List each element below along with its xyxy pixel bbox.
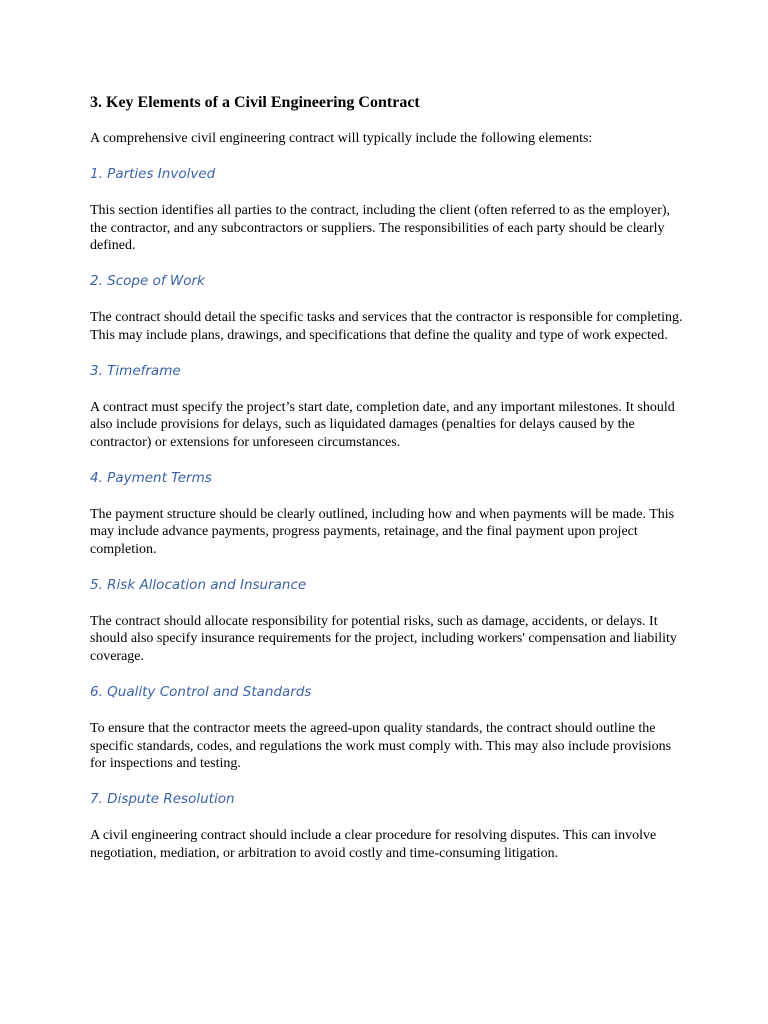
section-body-timeframe: A contract must specify the project’s start date, completion date, and any important milestones. It should also include provisions for delays, such as liquidated damages (penalties for delays caused by the contractor) or extensions for unforeseen circumstances.: [90, 399, 675, 450]
section-heading-payment: 4. Payment Terms: [90, 469, 212, 486]
section-body-payment: The payment structure should be clearly outlined, including how and when payments will be made. This may include advance payments, progress payments, retainage, and the final payment upon project completion.: [90, 506, 675, 558]
section-heading-dispute: 7. Dispute Resolution: [90, 790, 235, 807]
section-body-risk: The contract should allocate responsibility for potential risks, such as damage, accidents, or delays. It should also specify insurance requirements for the project, including workers' compensation and liability coverage.: [90, 613, 677, 665]
section-heading-scope: 2. Scope of Work: [90, 273, 205, 290]
section-heading-timeframe: 3. Timeframe: [90, 362, 181, 379]
section-body-parties: This section identifies all parties to the contract, including the client (often referred to as the employer), the contractor, and any subcontractors or suppliers. The responsibilities of each party should be clearly defined.: [90, 203, 671, 254]
section-body-scope: The contract should detail the specific tasks and services that the contractor is responsible for completing. This may include plans, drawings, and specifications that define the quality and type of work expected.: [90, 310, 683, 343]
document-title: 3. Key Elements of a Civil Engineering Contract: [90, 94, 420, 111]
section-heading-quality: 6. Quality Control and Standards: [90, 683, 312, 700]
section-body-dispute: A civil engineering contract should include a clear procedure for resolving disputes. This can involve negotiation, mediation, or arbitration to avoid costly and time-consuming litigation.: [90, 827, 657, 861]
intro-paragraph: A comprehensive civil engineering contract will typically include the following elements:: [90, 131, 593, 146]
document-page: [90, 93, 686, 862]
section-body-quality: To ensure that the contractor meets the agreed-upon quality standards, the contract should outline the specific standards, codes, and regulations the work must comply with. This may also include provisions for inspections and testing.: [90, 720, 672, 772]
section-heading-risk: 5. Risk Allocation and Insurance: [90, 576, 307, 593]
section-heading-parties: 1. Parties Involved: [90, 166, 216, 182]
